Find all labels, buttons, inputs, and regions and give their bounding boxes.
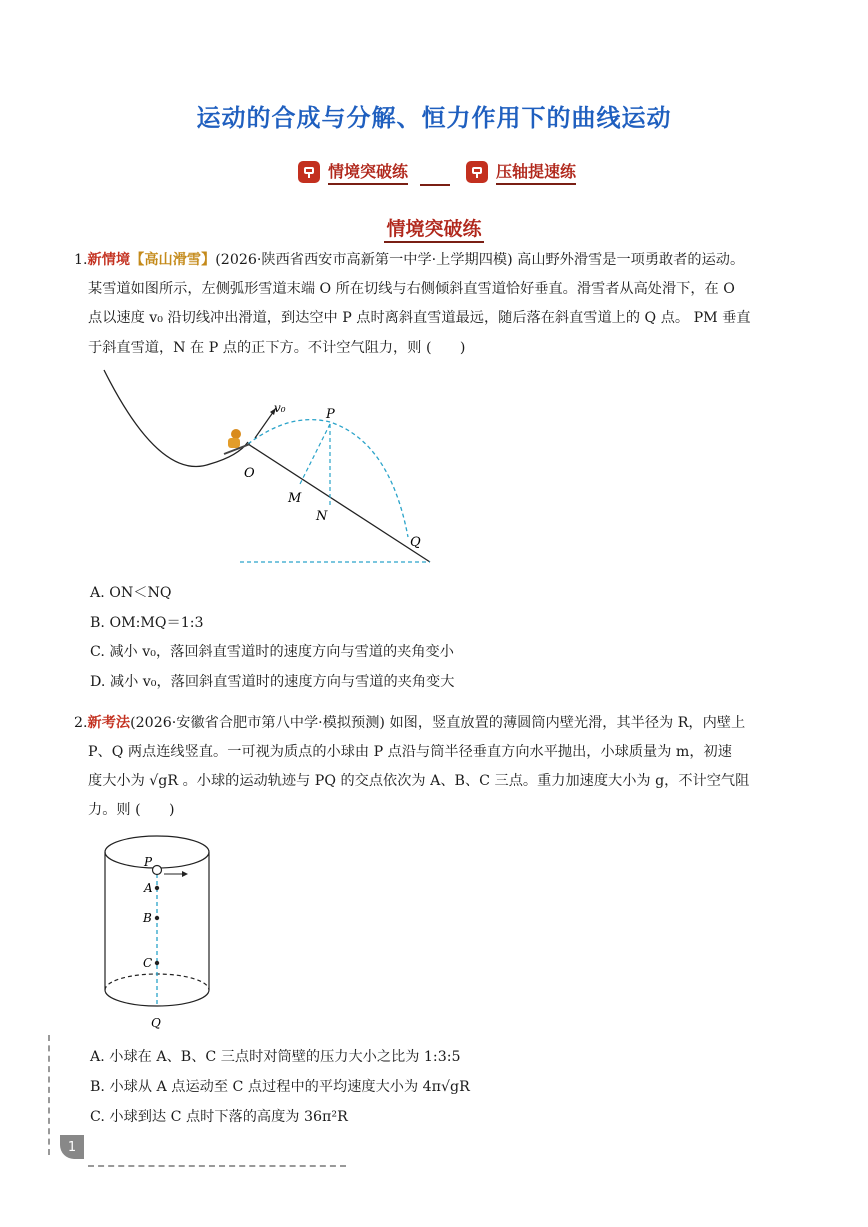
label-o: O xyxy=(244,466,255,481)
q1-source-text: (2026·陕西省西安市高新第一中学·上学期四模) 高山野外滑雪是一项勇敢者的运动。 xyxy=(215,252,745,268)
label-m: M xyxy=(288,491,302,506)
q2-tag-new: 新考法 xyxy=(87,715,131,731)
screen-icon xyxy=(466,161,488,183)
arrow-head-icon xyxy=(182,871,188,877)
q1-tag-topic: 【高山滑雪】 xyxy=(130,252,216,268)
point-c xyxy=(155,961,159,965)
q1-option-a[interactable]: A. ON＜NQ xyxy=(90,585,172,601)
tab-finale-practice[interactable] xyxy=(466,158,576,186)
label-v0: v₀ xyxy=(274,401,286,415)
q2-option-a[interactable]: A. 小球在 A、B、C 三点时对筒壁的压力大小之比为 1:3:5 xyxy=(90,1049,461,1065)
cylinder-figure xyxy=(100,830,220,1035)
section-heading: 情境突破练 xyxy=(0,214,868,241)
ski-slope-figure xyxy=(90,362,450,572)
skier-icon xyxy=(224,429,250,454)
q2-line-4: 力。则 ( ) xyxy=(88,802,175,818)
q2-source-text: (2026·安徽省合肥市第八中学·模拟预测) 如图，竖直放置的薄圆筒内壁光滑，其半径为 R，内壁上 xyxy=(130,715,746,731)
screen-icon xyxy=(298,161,320,183)
ball-icon xyxy=(153,866,162,875)
q1-line-4: 于斜直雪道，N 在 P 点的正下方。不计空气阻力，则 ( ) xyxy=(88,340,466,356)
q2-line-2: P、Q 两点连线竖直。一可视为质点的小球由 P 点沿与筒半径垂直方向水平抛出，小球质量为 m，初速 xyxy=(88,744,732,760)
page-title: 运动的合成与分解、恒力作用下的曲线运动 xyxy=(196,104,672,132)
straight-slope xyxy=(248,444,430,562)
q1-line-2: 某雪道如图所示，左侧弧形雪道末端 O 所在切线与右侧倾斜直雪道恰好垂直。滑雪者从高处滑下，在 O xyxy=(88,281,735,297)
q2-line-3: 度大小为 √gR 。小球的运动轨迹与 PQ 的交点依次为 A、B、C 三点。重力加速度大小为 g，不计空气阻 xyxy=(88,773,750,789)
label-c: C xyxy=(143,956,153,970)
q1-option-d[interactable]: D. 减小 v₀，落回斜直雪道时的速度方向与雪道的夹角变大 xyxy=(90,674,455,690)
tab-scenario-practice[interactable] xyxy=(298,158,408,186)
q1-tag-new: 新情境 xyxy=(87,252,131,268)
q2-option-c[interactable]: C. 小球到达 C 点时下落的高度为 36π²R xyxy=(90,1109,348,1125)
page-number: 1 xyxy=(60,1135,84,1159)
label-q: Q xyxy=(410,535,421,550)
trajectory xyxy=(248,420,408,537)
q2-option-b[interactable]: B. 小球从 A 点运动至 C 点过程中的平均速度大小为 4π√gR xyxy=(90,1079,470,1095)
q2-line-1 xyxy=(74,713,745,733)
tab-label: 压轴提速练 xyxy=(496,159,576,185)
margin-dash-horizontal xyxy=(88,1165,346,1167)
label-n: N xyxy=(316,509,328,524)
q2-number: 2. xyxy=(74,715,88,731)
point-a xyxy=(155,886,159,890)
q1-line-1 xyxy=(74,250,744,270)
margin-dash-vertical xyxy=(48,1035,50,1155)
label-p: P xyxy=(144,855,153,869)
p-to-m-line xyxy=(299,424,330,486)
tab-underline-extension xyxy=(420,184,450,186)
label-b: B xyxy=(143,911,152,925)
cylinder-top xyxy=(105,836,209,868)
label-p: P xyxy=(326,407,335,422)
label-q: Q xyxy=(151,1016,161,1030)
q1-line-3: 点以速度 v₀ 沿切线冲出滑道，到达空中 P 点时离斜直雪道最远，随后落在斜直雪道上的 Q 点。 PM 垂直 xyxy=(88,310,751,326)
q1-option-b[interactable]: B. OM:MQ＝1:3 xyxy=(90,615,204,631)
tab-label: 情境突破练 xyxy=(328,159,408,185)
label-a: A xyxy=(144,881,153,895)
q1-option-c[interactable]: C. 减小 v₀，落回斜直雪道时的速度方向与雪道的夹角变小 xyxy=(90,644,454,660)
q1-number: 1. xyxy=(74,252,88,268)
point-b xyxy=(155,916,159,920)
